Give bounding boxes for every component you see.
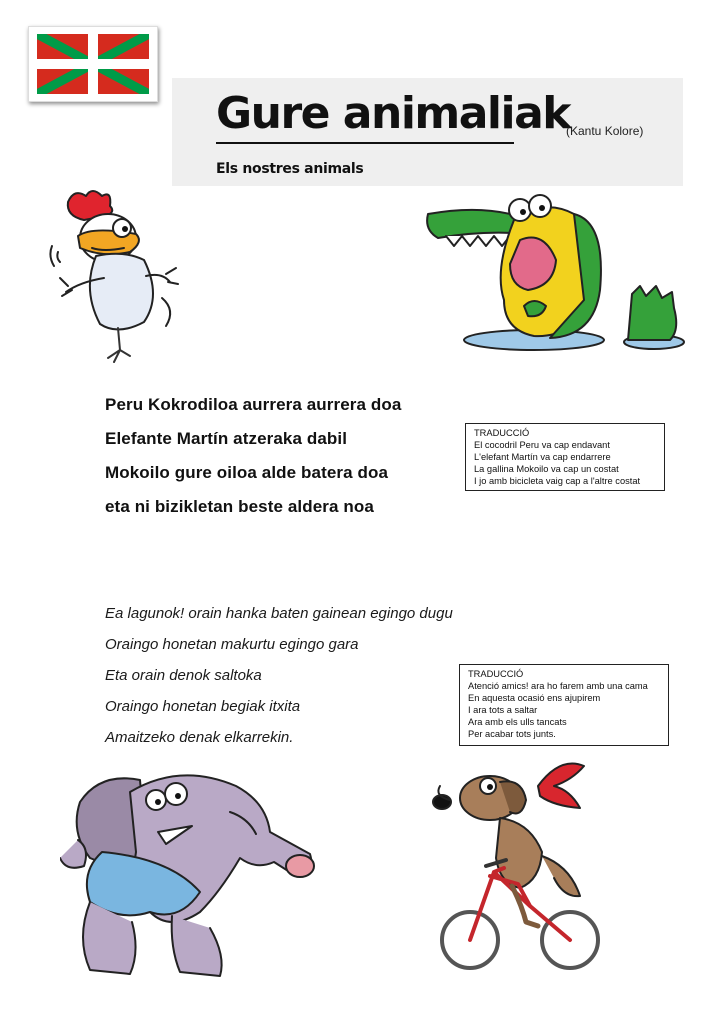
page-title: Gure animaliak — [216, 88, 571, 139]
verse-2-line: Eta orain denok saltoka — [105, 667, 262, 684]
verse-1 — [105, 388, 401, 524]
flag-cross-horizontal — [37, 59, 149, 69]
ikurrina-icon — [37, 34, 149, 94]
verse-1-line: Peru Kokrodiloa aurrera aurrera doa — [105, 395, 402, 414]
song-credit: (Kantu Kolore) — [566, 124, 644, 138]
verse-2-line: Amaitzeko denak elkarrekin. — [105, 729, 294, 746]
translation-line: I jo amb bicicleta vaig cap a l'altre costat — [474, 476, 641, 486]
rooster-illustration — [44, 186, 194, 372]
crocodile-teeth — [446, 236, 510, 246]
verse-2-line: Oraingo honetan begiak itxita — [105, 698, 301, 715]
verse-1-line: Mokoilo gure oiloa alde batera doa — [105, 463, 389, 482]
elephant-arm — [60, 840, 86, 868]
dog-leg — [512, 886, 538, 926]
verse-1-line: Elefante Martín atzeraka dabil — [105, 429, 348, 448]
dog-bicycle-illustration — [430, 756, 610, 976]
translation-line: El cocodril Peru va cap endavant — [474, 440, 610, 450]
elephant-leg-right — [172, 916, 222, 976]
rooster-eye — [113, 219, 131, 237]
verse-1-line: eta ni bizikletan beste aldera noa — [105, 497, 374, 516]
basque-flag — [28, 26, 158, 102]
crocodile-illustration — [424, 190, 686, 354]
translation-box-1 — [465, 423, 665, 491]
translation-heading: TRADUCCIÓ — [474, 428, 530, 438]
translation-heading: TRADUCCIÓ — [468, 669, 524, 679]
verse-2-line: Oraingo honetan makurtu egingo gara — [105, 636, 359, 653]
elephant-trunk-tip — [286, 855, 314, 877]
crocodile-eye-left — [509, 199, 531, 221]
translation-line: I ara tots a saltar — [468, 705, 538, 715]
rooster-body — [90, 254, 153, 330]
verse-2 — [105, 598, 453, 753]
rooster-leg — [108, 328, 130, 362]
elephant-illustration — [60, 762, 320, 986]
page-subtitle: Els nostres animals — [216, 161, 364, 177]
translation-line: Per acabar tots junts. — [468, 729, 556, 739]
translation-line: Atenció amics! ara ho farem amb una cama — [468, 681, 648, 691]
dog-tail — [542, 856, 580, 896]
dog-scarf — [538, 764, 584, 809]
verse-2-line: Ea lagunok! orain hanka baten gainean egingo dugu — [105, 605, 453, 622]
dog-body — [496, 818, 542, 888]
translation-box-2 — [459, 664, 669, 746]
translation-line: En aquesta ocasió ens ajupirem — [468, 693, 601, 703]
crocodile-tail — [628, 286, 676, 340]
translation-line: L'elefant Martín va cap endarrere — [474, 452, 611, 462]
translation-line: La gallina Mokoilo va cap un costat — [474, 464, 619, 474]
title-underline — [216, 142, 514, 144]
translation-line: Ara amb els ulls tancats — [468, 717, 567, 727]
